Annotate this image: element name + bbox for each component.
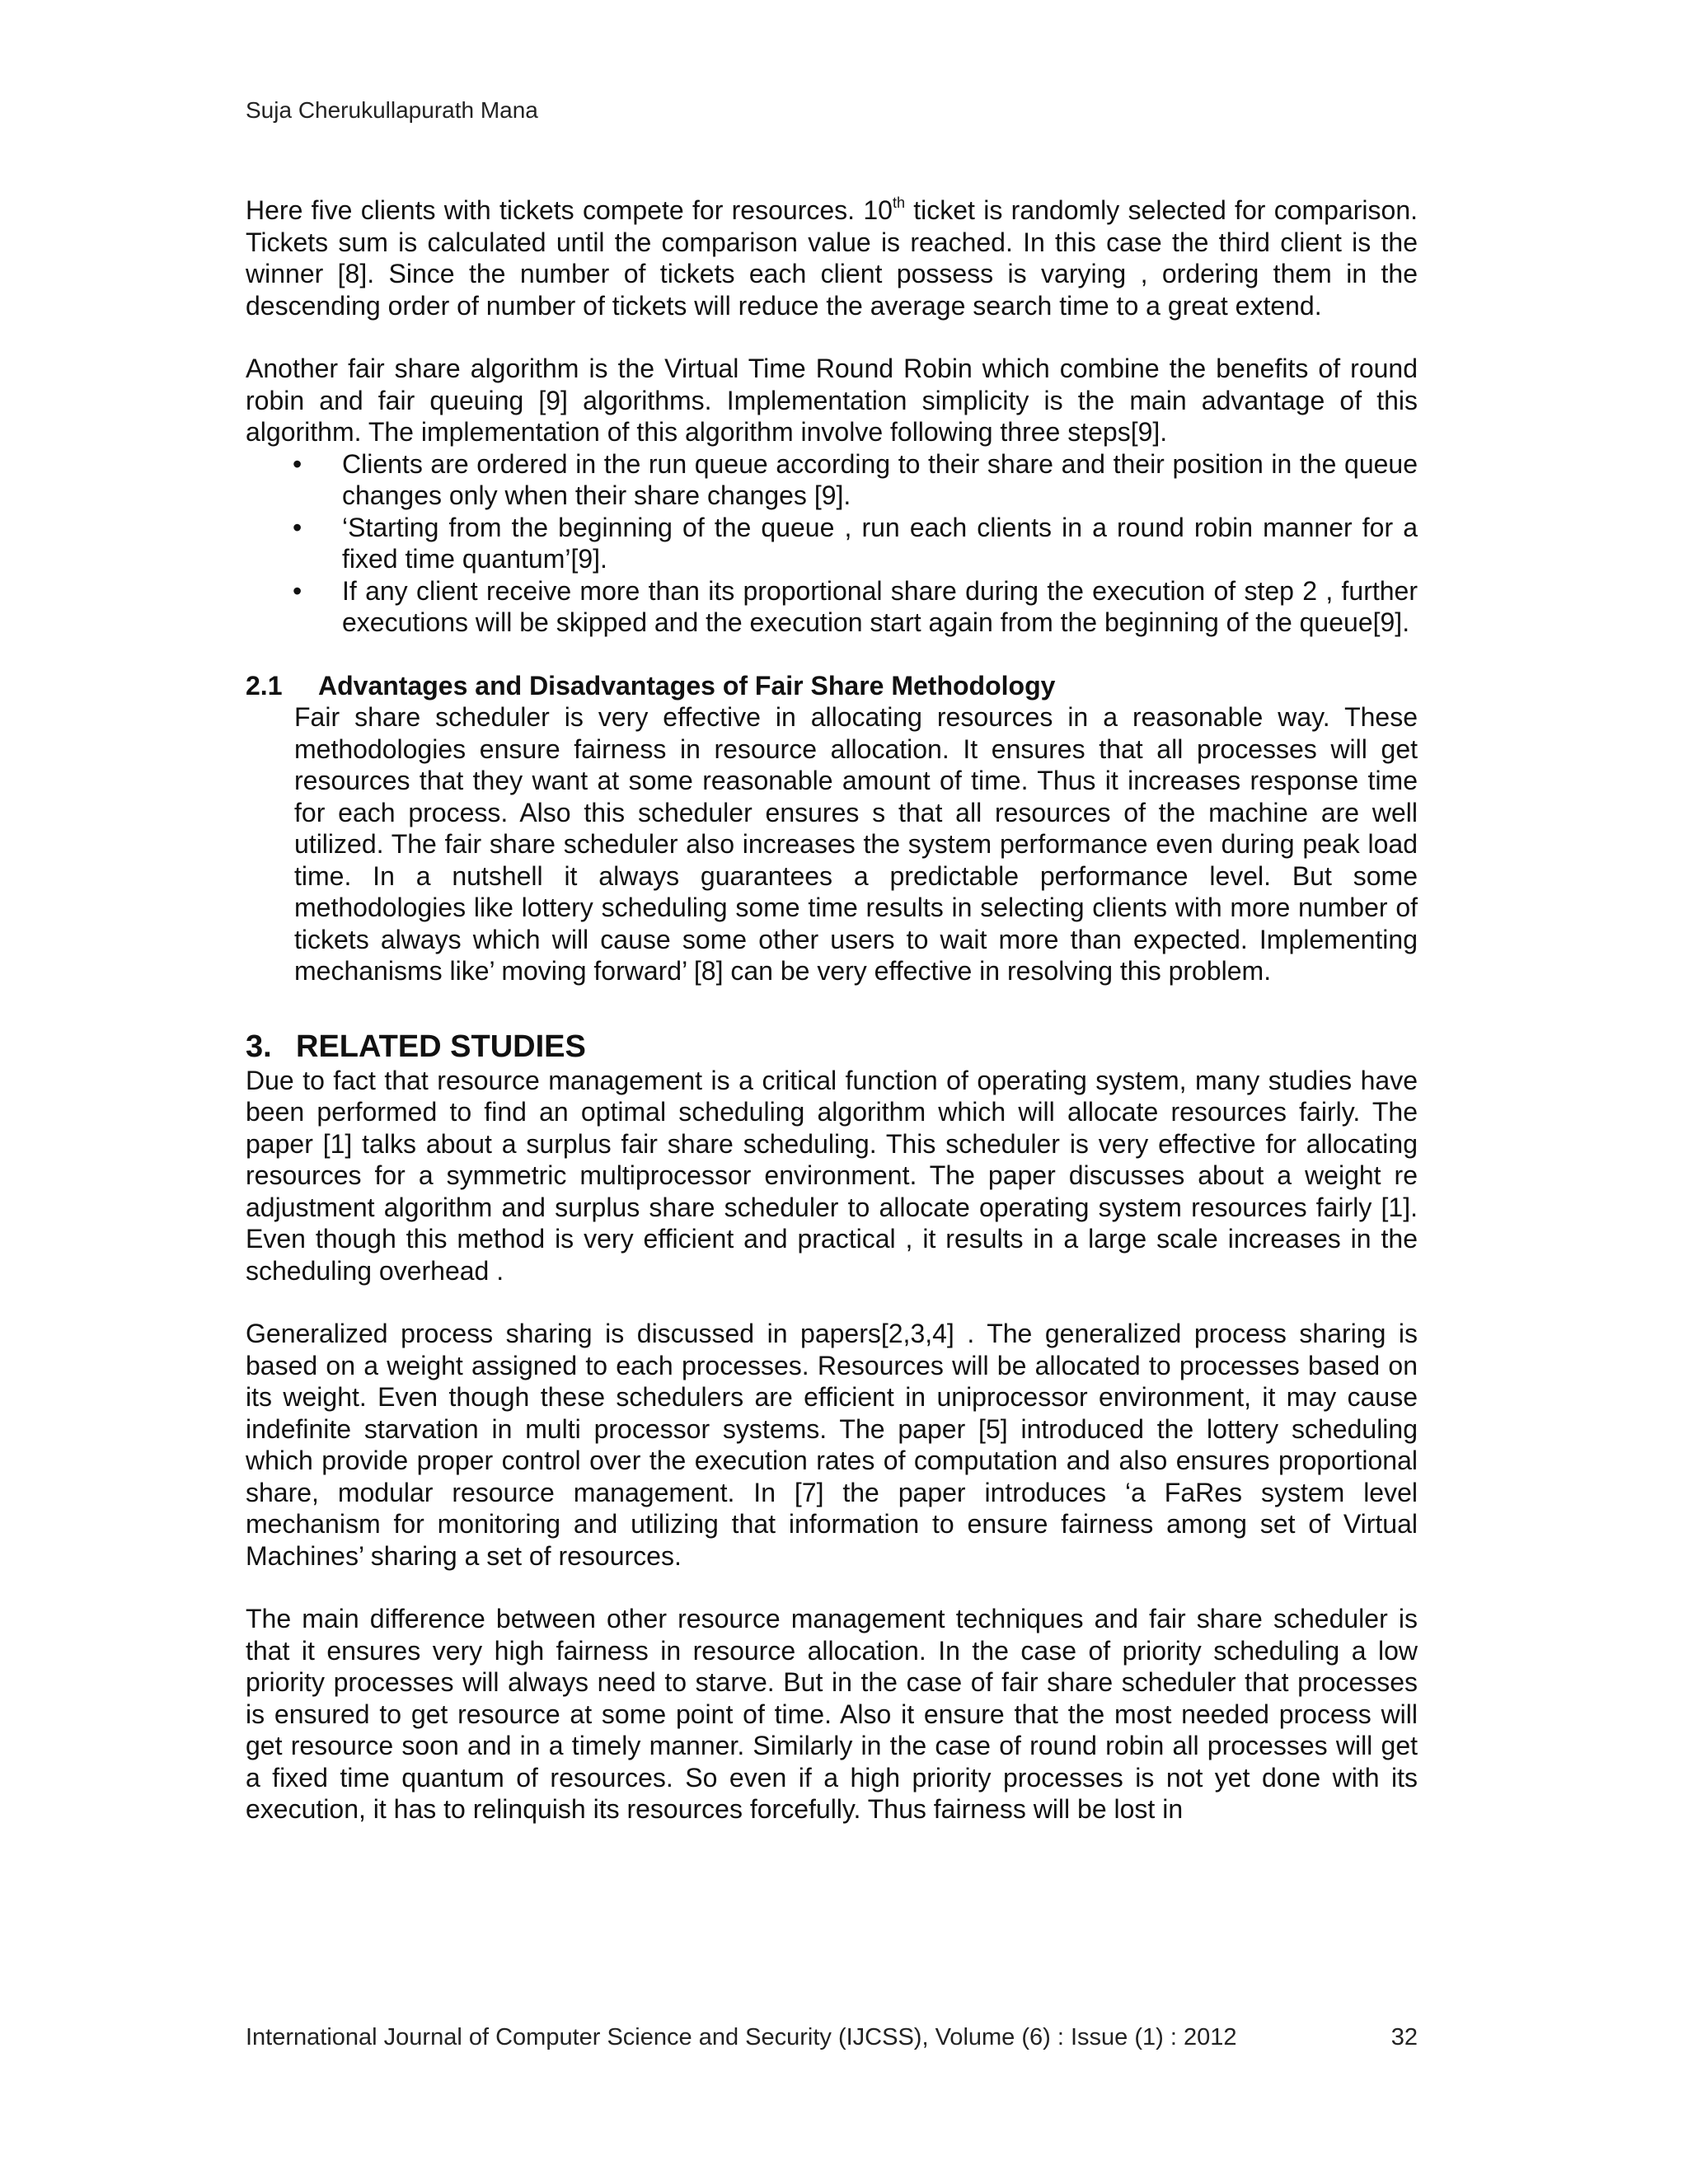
bullet-list (246, 448, 1418, 639)
list-item-text: If any client receive more than its proportional share during the execution of step 2 , further executions will be skipped and the execution start again from the beginning of the queue[9]. (342, 575, 1418, 637)
subsection-heading (246, 670, 1418, 702)
subsection-paragraph: Fair share scheduler is very effective in allocating resources in a reasonable way. These methodologies ensure fairness in resource allocation. It ensures that all processes will get resources that they want at some reasonable amount of time. Thus it increases response time for each process. Also this scheduler ensures s that all resources of the machine are well utilized. The fair share scheduler also increases the system performance even during peak load time. In a nutshell it always guarantees a predictable performance level. But some methodologies like lottery scheduling some time results in selecting clients with more number of tickets always which will cause some other users to wait more than expected. Implementing mechanisms like’ moving forward’ [8] can be very effective in resolving this problem. (294, 702, 1418, 986)
ordinal-superscript: th (892, 194, 905, 211)
body-text (246, 194, 1418, 1857)
intro-paragraph-2: Another fair share algorithm is the Virtual Time Round Robin which combine the benefits of round robin and fair queuing [9] algorithms. Implementation simplicity is the main advantage of this algorithm. The implementation of this algorithm involve following three steps[9]. (246, 354, 1418, 447)
page-footer (246, 2024, 1418, 2051)
section-paragraph-1: Due to fact that resource management is a critical function of operating system, many studies have been performed to find an optimal scheduling algorithm which will allocate resources fairly. The paper [1] talks about a surplus fair share scheduling. This scheduler is very effective for allocating resources for a symmetric multiprocessor environment. The paper discusses about a weight re adjustment algorithm and surplus share scheduler to allocate operating system resources fairly [1]. Even though this method is very efficient and practical , it results in a large scale increases in the scheduling overhead . (246, 1065, 1418, 1286)
running-header-author: Suja Cherukullapurath Mana (246, 97, 538, 123)
list-item-text: Clients are ordered in the run queue according to their share and their position in the queue changes only when their share changes [9]. (342, 448, 1418, 510)
subsection-number: 2.1 (246, 670, 283, 701)
list-item-text: ‘Starting from the beginning of the queue , run each clients in a round robin manner for a fixed time quantum’[9]. (342, 512, 1418, 574)
section-paragraph-2: Generalized process sharing is discussed in papers[2,3,4] . The generalized process sharing is based on a weight assigned to each processes. Resources will be allocated to processes based on its weight. Even though these schedulers are efficient in uniprocessor environment, it may cause indefinite starvation in multi processor systems. The paper [5] introduced the lottery scheduling which provide proper control over the execution rates of computation and also ensures proportional share, modular resource management. In [7] the paper introduces ‘a FaRes system level mechanism for monitoring and utilizing that information to ensure fairness among set of Virtual Machines’ sharing a set of resources. (246, 1319, 1418, 1571)
section-heading (246, 1029, 1418, 1065)
footer-journal-citation: International Journal of Computer Science and Security (IJCSS), Volume (6) : Issue (1) : 2012 (246, 2024, 1237, 2050)
bullet-icon: • (293, 512, 302, 542)
section-title: RELATED STUDIES (296, 1029, 586, 1064)
list-item (246, 448, 1418, 512)
intro-p1-before: Here five clients with tickets compete for resources. 10 (246, 195, 893, 225)
list-item (246, 575, 1418, 639)
section-number: 3. (246, 1029, 272, 1064)
bullet-icon: • (293, 575, 302, 606)
page-number: 32 (1390, 2024, 1418, 2050)
bullet-icon: • (293, 448, 302, 479)
intro-paragraph-1 (246, 194, 1418, 321)
section-paragraph-3: The main difference between other resource management techniques and fair share scheduler is that it ensures very high fairness in resource allocation. In the case of priority scheduling a low priority processes will always need to starve. But in the case of fair share scheduler that processes is ensured to get resource at some point of time. Also it ensure that the most needed process will get resource soon and in a timely manner. Similarly in the case of round robin all processes will get a fixed time quantum of resources. So even if a high priority processes is not yet done with its execution, it has to relinquish its resources forcefully. Thus fairness will be lost in (246, 1604, 1418, 1824)
intro-p1-after: ticket is randomly selected for comparison. Tickets sum is calculated until the comparison value is reached. In this case the third client is the winner [8]. Since the number of tickets each client possess is varying , ordering them in the descending order of number of tickets will reduce the average search time to a great extend. (246, 195, 1418, 321)
list-item (246, 512, 1418, 575)
subsection-title: Advantages and Disadvantages of Fair Share Methodology (318, 670, 1056, 701)
